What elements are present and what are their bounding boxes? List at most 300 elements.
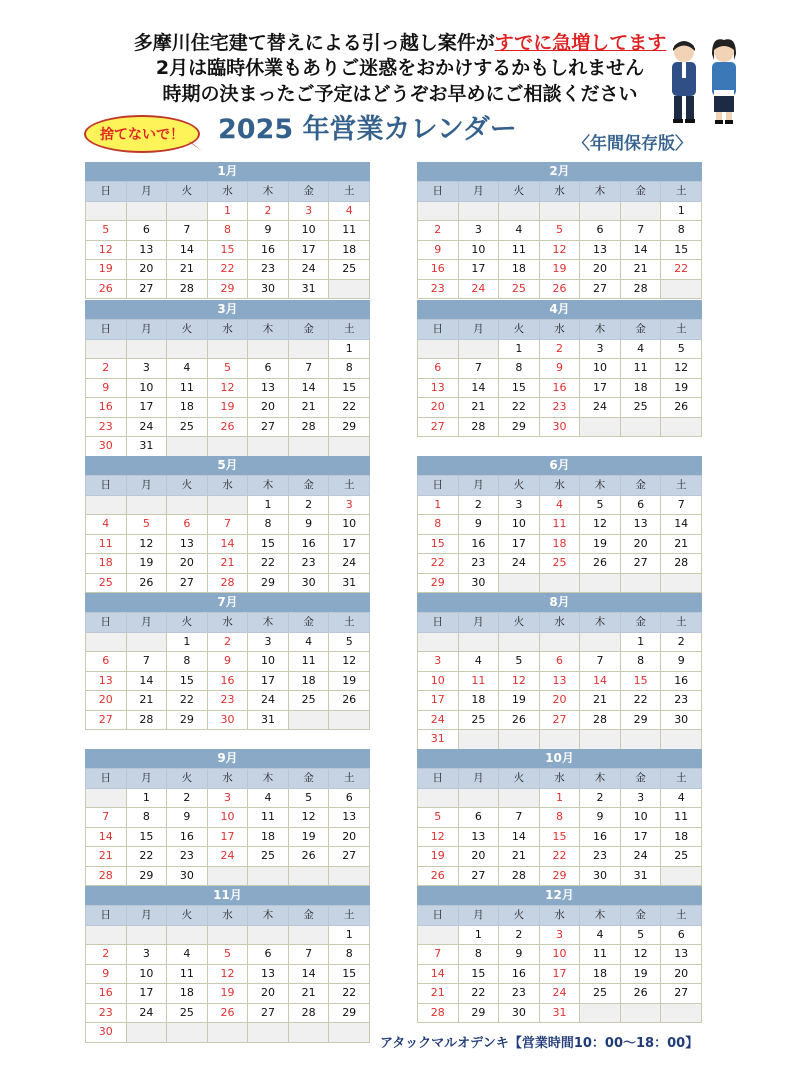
month-9 xyxy=(85,749,370,886)
day-cell: 12 xyxy=(620,945,661,965)
closed-day-cell: 7 xyxy=(86,808,127,828)
month-table xyxy=(417,768,702,886)
empty-cell xyxy=(248,925,289,945)
empty-cell xyxy=(207,339,248,359)
empty-cell xyxy=(458,201,499,221)
empty-cell xyxy=(661,730,702,750)
closed-day-cell: 26 xyxy=(418,866,459,886)
closed-day-cell: 5 xyxy=(418,808,459,828)
weekday-cell: 日 xyxy=(418,906,459,926)
empty-cell xyxy=(167,339,208,359)
closed-day-cell: 21 xyxy=(418,984,459,1004)
month-4 xyxy=(417,300,702,437)
weekday-cell: 金 xyxy=(288,906,329,926)
weekday-cell: 月 xyxy=(126,182,167,202)
day-cell: 27 xyxy=(580,279,621,299)
empty-cell xyxy=(329,437,370,457)
weekday-row xyxy=(418,182,702,202)
day-cell: 22 xyxy=(248,554,289,574)
weekday-cell: 月 xyxy=(126,476,167,496)
week-row xyxy=(86,671,370,691)
closed-day-cell: 8 xyxy=(207,221,248,241)
day-cell: 13 xyxy=(580,240,621,260)
closed-day-cell: 12 xyxy=(539,240,580,260)
notice-emphasis: すでに急増してます xyxy=(494,32,667,54)
empty-cell xyxy=(248,866,289,886)
week-row xyxy=(418,730,702,750)
empty-cell xyxy=(499,201,540,221)
week-row xyxy=(86,417,370,437)
weekday-cell: 金 xyxy=(620,613,661,633)
weekday-row xyxy=(86,476,370,496)
day-cell: 29 xyxy=(499,417,540,437)
day-cell: 15 xyxy=(167,671,208,691)
day-cell: 11 xyxy=(329,221,370,241)
empty-cell xyxy=(539,632,580,652)
day-cell: 11 xyxy=(248,808,289,828)
empty-cell xyxy=(288,866,329,886)
day-cell: 27 xyxy=(248,417,289,437)
day-cell: 17 xyxy=(580,378,621,398)
empty-cell xyxy=(86,201,127,221)
day-cell: 22 xyxy=(329,398,370,418)
month-header: 9月 xyxy=(85,749,370,768)
closed-day-cell: 15 xyxy=(418,534,459,554)
month-table xyxy=(417,905,702,1023)
month-header: 8月 xyxy=(417,593,702,612)
day-cell: 6 xyxy=(248,945,289,965)
day-cell: 22 xyxy=(126,847,167,867)
day-cell: 26 xyxy=(329,691,370,711)
weekday-cell: 月 xyxy=(458,613,499,633)
day-cell: 13 xyxy=(661,945,702,965)
week-row xyxy=(86,827,370,847)
empty-cell xyxy=(167,437,208,457)
weekday-cell: 日 xyxy=(86,476,127,496)
closed-day-cell: 2 xyxy=(86,359,127,379)
day-cell: 23 xyxy=(288,554,329,574)
day-cell: 1 xyxy=(620,632,661,652)
closed-day-cell: 27 xyxy=(418,417,459,437)
closed-day-cell: 24 xyxy=(207,847,248,867)
day-cell: 8 xyxy=(126,808,167,828)
day-cell: 25 xyxy=(329,260,370,280)
closed-day-cell: 11 xyxy=(458,671,499,691)
weekday-cell: 金 xyxy=(288,182,329,202)
day-cell: 10 xyxy=(288,221,329,241)
closed-day-cell: 22 xyxy=(207,260,248,280)
week-row xyxy=(86,515,370,535)
day-cell: 12 xyxy=(329,652,370,672)
closed-day-cell: 17 xyxy=(539,964,580,984)
week-row xyxy=(86,964,370,984)
weekday-cell: 木 xyxy=(248,320,289,340)
weekday-cell: 水 xyxy=(207,476,248,496)
weekday-cell: 日 xyxy=(86,613,127,633)
day-cell: 13 xyxy=(126,240,167,260)
day-cell: 14 xyxy=(620,240,661,260)
month-2 xyxy=(417,162,702,299)
day-cell: 21 xyxy=(288,398,329,418)
day-cell: 14 xyxy=(661,515,702,535)
week-row xyxy=(86,808,370,828)
week-row xyxy=(418,221,702,241)
weekday-cell: 月 xyxy=(458,320,499,340)
day-cell: 11 xyxy=(580,945,621,965)
day-cell: 24 xyxy=(126,417,167,437)
week-row xyxy=(418,398,702,418)
closed-day-cell: 25 xyxy=(539,554,580,574)
day-cell: 1 xyxy=(499,339,540,359)
weekday-cell: 月 xyxy=(126,320,167,340)
closed-day-cell: 16 xyxy=(86,984,127,1004)
empty-cell xyxy=(620,201,661,221)
day-cell: 2 xyxy=(167,788,208,808)
weekday-row xyxy=(86,320,370,340)
week-row xyxy=(86,1023,370,1043)
business-hours-footer: アタックマルオデンキ【営業時間10：00～18：00】 xyxy=(380,1036,699,1051)
day-cell: 28 xyxy=(661,554,702,574)
empty-cell xyxy=(248,1023,289,1043)
day-cell: 17 xyxy=(620,827,661,847)
closed-day-cell: 5 xyxy=(207,945,248,965)
day-cell: 4 xyxy=(661,788,702,808)
day-cell: 17 xyxy=(126,984,167,1004)
week-row xyxy=(86,945,370,965)
empty-cell xyxy=(580,1003,621,1023)
day-cell: 14 xyxy=(126,671,167,691)
day-cell: 23 xyxy=(661,691,702,711)
weekday-cell: 土 xyxy=(329,769,370,789)
day-cell: 16 xyxy=(580,827,621,847)
empty-cell xyxy=(458,788,499,808)
empty-cell xyxy=(539,201,580,221)
weekday-cell: 火 xyxy=(499,476,540,496)
weekday-row xyxy=(86,769,370,789)
weekday-cell: 土 xyxy=(661,906,702,926)
day-cell: 23 xyxy=(580,847,621,867)
closed-day-cell: 1 xyxy=(207,201,248,221)
day-cell: 31 xyxy=(620,866,661,886)
day-cell: 2 xyxy=(499,925,540,945)
empty-cell xyxy=(661,1003,702,1023)
closed-day-cell: 3 xyxy=(418,652,459,672)
weekday-cell: 日 xyxy=(86,182,127,202)
weekday-cell: 日 xyxy=(86,769,127,789)
closed-day-cell: 28 xyxy=(418,1003,459,1023)
empty-cell xyxy=(620,573,661,593)
empty-cell xyxy=(207,495,248,515)
day-cell: 29 xyxy=(458,1003,499,1023)
month-6 xyxy=(417,456,702,593)
weekday-cell: 水 xyxy=(539,906,580,926)
closed-day-cell: 1 xyxy=(539,788,580,808)
day-cell: 6 xyxy=(580,221,621,241)
closed-day-cell: 31 xyxy=(539,1003,580,1023)
day-cell: 24 xyxy=(126,1003,167,1023)
empty-cell xyxy=(620,1003,661,1023)
day-cell: 21 xyxy=(167,260,208,280)
day-cell: 21 xyxy=(126,691,167,711)
day-cell: 4 xyxy=(167,359,208,379)
closed-day-cell: 25 xyxy=(86,573,127,593)
empty-cell xyxy=(167,925,208,945)
closed-day-cell: 18 xyxy=(539,534,580,554)
notice-line-3: 時期の決まったご予定はどうぞお早めにご相談ください xyxy=(162,83,638,105)
day-cell: 29 xyxy=(620,710,661,730)
weekday-cell: 月 xyxy=(458,769,499,789)
closed-day-cell: 20 xyxy=(539,691,580,711)
day-cell: 6 xyxy=(126,221,167,241)
week-row xyxy=(418,495,702,515)
day-cell: 30 xyxy=(167,866,208,886)
week-row xyxy=(86,240,370,260)
day-cell: 9 xyxy=(499,945,540,965)
day-cell: 29 xyxy=(329,1003,370,1023)
empty-cell xyxy=(661,866,702,886)
day-cell: 6 xyxy=(661,925,702,945)
week-row xyxy=(418,808,702,828)
closed-day-cell: 2 xyxy=(248,201,289,221)
day-cell: 18 xyxy=(458,691,499,711)
weekday-cell: 火 xyxy=(499,613,540,633)
day-cell: 10 xyxy=(329,515,370,535)
day-cell: 13 xyxy=(458,827,499,847)
weekday-cell: 月 xyxy=(458,476,499,496)
day-cell: 4 xyxy=(620,339,661,359)
weekday-row xyxy=(418,613,702,633)
weekday-cell: 水 xyxy=(539,182,580,202)
day-cell: 25 xyxy=(248,847,289,867)
day-cell: 7 xyxy=(499,808,540,828)
day-cell: 28 xyxy=(167,279,208,299)
closed-day-cell: 12 xyxy=(418,827,459,847)
weekday-cell: 金 xyxy=(620,182,661,202)
day-cell: 3 xyxy=(620,788,661,808)
week-row xyxy=(86,437,370,457)
empty-cell xyxy=(86,788,127,808)
day-cell: 9 xyxy=(288,515,329,535)
closed-day-cell: 21 xyxy=(86,847,127,867)
week-row xyxy=(86,652,370,672)
weekday-cell: 火 xyxy=(499,906,540,926)
day-cell: 10 xyxy=(126,378,167,398)
weekday-row xyxy=(418,320,702,340)
month-header: 5月 xyxy=(85,456,370,475)
weekday-cell: 木 xyxy=(580,182,621,202)
closed-day-cell: 19 xyxy=(207,398,248,418)
week-row xyxy=(418,201,702,221)
day-cell: 25 xyxy=(620,398,661,418)
empty-cell xyxy=(288,339,329,359)
day-cell: 11 xyxy=(167,378,208,398)
day-cell: 18 xyxy=(620,378,661,398)
day-cell: 31 xyxy=(288,279,329,299)
day-cell: 9 xyxy=(580,808,621,828)
day-cell: 14 xyxy=(499,827,540,847)
day-cell: 21 xyxy=(458,398,499,418)
closed-day-cell: 14 xyxy=(86,827,127,847)
month-1 xyxy=(85,162,370,299)
closed-day-cell: 29 xyxy=(539,866,580,886)
day-cell: 3 xyxy=(499,495,540,515)
day-cell: 30 xyxy=(458,573,499,593)
day-cell: 4 xyxy=(458,652,499,672)
closed-day-cell: 16 xyxy=(207,671,248,691)
day-cell: 3 xyxy=(458,221,499,241)
day-cell: 19 xyxy=(661,378,702,398)
weekday-cell: 月 xyxy=(126,906,167,926)
week-row xyxy=(86,866,370,886)
weekday-row xyxy=(418,476,702,496)
closed-day-cell: 23 xyxy=(418,279,459,299)
day-cell: 1 xyxy=(329,925,370,945)
closed-day-cell: 28 xyxy=(207,573,248,593)
day-cell: 1 xyxy=(126,788,167,808)
week-row xyxy=(86,710,370,730)
weekday-cell: 水 xyxy=(207,182,248,202)
weekday-cell: 水 xyxy=(207,320,248,340)
empty-cell xyxy=(418,632,459,652)
day-cell: 30 xyxy=(288,573,329,593)
empty-cell xyxy=(248,339,289,359)
closed-day-cell: 9 xyxy=(418,240,459,260)
weekday-cell: 木 xyxy=(248,476,289,496)
month-header: 11月 xyxy=(85,886,370,905)
day-cell: 5 xyxy=(580,495,621,515)
day-cell: 27 xyxy=(167,573,208,593)
weekday-row xyxy=(418,906,702,926)
empty-cell xyxy=(248,437,289,457)
closed-day-cell: 31 xyxy=(418,730,459,750)
day-cell: 19 xyxy=(126,554,167,574)
closed-day-cell: 6 xyxy=(86,652,127,672)
day-cell: 12 xyxy=(661,359,702,379)
week-row xyxy=(418,260,702,280)
day-cell: 17 xyxy=(248,671,289,691)
weekday-cell: 火 xyxy=(167,476,208,496)
week-row xyxy=(418,534,702,554)
week-row xyxy=(418,671,702,691)
week-row xyxy=(418,945,702,965)
page-title: 2025 年営業カレンダー xyxy=(218,114,517,145)
day-cell: 9 xyxy=(167,808,208,828)
month-table xyxy=(85,319,370,457)
day-cell: 15 xyxy=(329,378,370,398)
closed-day-cell: 19 xyxy=(418,847,459,867)
weekday-cell: 木 xyxy=(580,613,621,633)
closed-day-cell: 29 xyxy=(418,573,459,593)
month-header: 4月 xyxy=(417,300,702,319)
month-table xyxy=(85,905,370,1043)
week-row xyxy=(418,279,702,299)
day-cell: 31 xyxy=(126,437,167,457)
empty-cell xyxy=(126,1023,167,1043)
closed-day-cell: 24 xyxy=(458,279,499,299)
day-cell: 18 xyxy=(167,984,208,1004)
week-row xyxy=(86,788,370,808)
day-cell: 23 xyxy=(458,554,499,574)
day-cell: 20 xyxy=(620,534,661,554)
day-cell: 11 xyxy=(288,652,329,672)
week-row xyxy=(86,221,370,241)
empty-cell xyxy=(580,573,621,593)
day-cell: 10 xyxy=(620,808,661,828)
empty-cell xyxy=(86,339,127,359)
weekday-cell: 木 xyxy=(580,906,621,926)
day-cell: 6 xyxy=(329,788,370,808)
empty-cell xyxy=(126,925,167,945)
day-cell: 20 xyxy=(661,964,702,984)
week-row xyxy=(86,201,370,221)
closed-day-cell: 28 xyxy=(86,866,127,886)
weekday-cell: 木 xyxy=(580,320,621,340)
day-cell: 16 xyxy=(458,534,499,554)
week-row xyxy=(86,398,370,418)
day-cell: 10 xyxy=(248,652,289,672)
day-cell: 17 xyxy=(458,260,499,280)
day-cell: 17 xyxy=(329,534,370,554)
closed-day-cell: 15 xyxy=(539,827,580,847)
closed-day-cell: 2 xyxy=(539,339,580,359)
week-row xyxy=(86,984,370,1004)
day-cell: 21 xyxy=(580,691,621,711)
day-cell: 24 xyxy=(288,260,329,280)
empty-cell xyxy=(329,1023,370,1043)
weekday-cell: 土 xyxy=(329,906,370,926)
closed-day-cell: 1 xyxy=(418,495,459,515)
day-cell: 15 xyxy=(329,964,370,984)
weekday-cell: 土 xyxy=(661,769,702,789)
closed-day-cell: 11 xyxy=(539,515,580,535)
day-cell: 8 xyxy=(620,652,661,672)
weekday-cell: 木 xyxy=(580,769,621,789)
week-row xyxy=(418,827,702,847)
day-cell: 20 xyxy=(458,847,499,867)
day-cell: 10 xyxy=(580,359,621,379)
closed-day-cell: 26 xyxy=(207,417,248,437)
closed-day-cell: 2 xyxy=(207,632,248,652)
weekday-row xyxy=(86,906,370,926)
empty-cell xyxy=(418,201,459,221)
day-cell: 16 xyxy=(499,964,540,984)
empty-cell xyxy=(458,339,499,359)
empty-cell xyxy=(86,632,127,652)
weekday-cell: 木 xyxy=(580,476,621,496)
closed-day-cell: 27 xyxy=(86,710,127,730)
empty-cell xyxy=(329,279,370,299)
closed-day-cell: 5 xyxy=(207,359,248,379)
empty-cell xyxy=(580,730,621,750)
closed-day-cell: 12 xyxy=(499,671,540,691)
day-cell: 11 xyxy=(499,240,540,260)
closed-day-cell: 6 xyxy=(167,515,208,535)
week-row xyxy=(86,378,370,398)
empty-cell xyxy=(661,417,702,437)
closed-day-cell: 26 xyxy=(207,1003,248,1023)
empty-cell xyxy=(329,866,370,886)
day-cell: 1 xyxy=(458,925,499,945)
bowing-staff-icon xyxy=(664,38,746,126)
day-cell: 3 xyxy=(126,359,167,379)
empty-cell xyxy=(126,339,167,359)
weekday-cell: 月 xyxy=(458,906,499,926)
empty-cell xyxy=(207,925,248,945)
closed-day-cell: 3 xyxy=(207,788,248,808)
empty-cell xyxy=(418,925,459,945)
day-cell: 4 xyxy=(580,925,621,945)
day-cell: 13 xyxy=(329,808,370,828)
